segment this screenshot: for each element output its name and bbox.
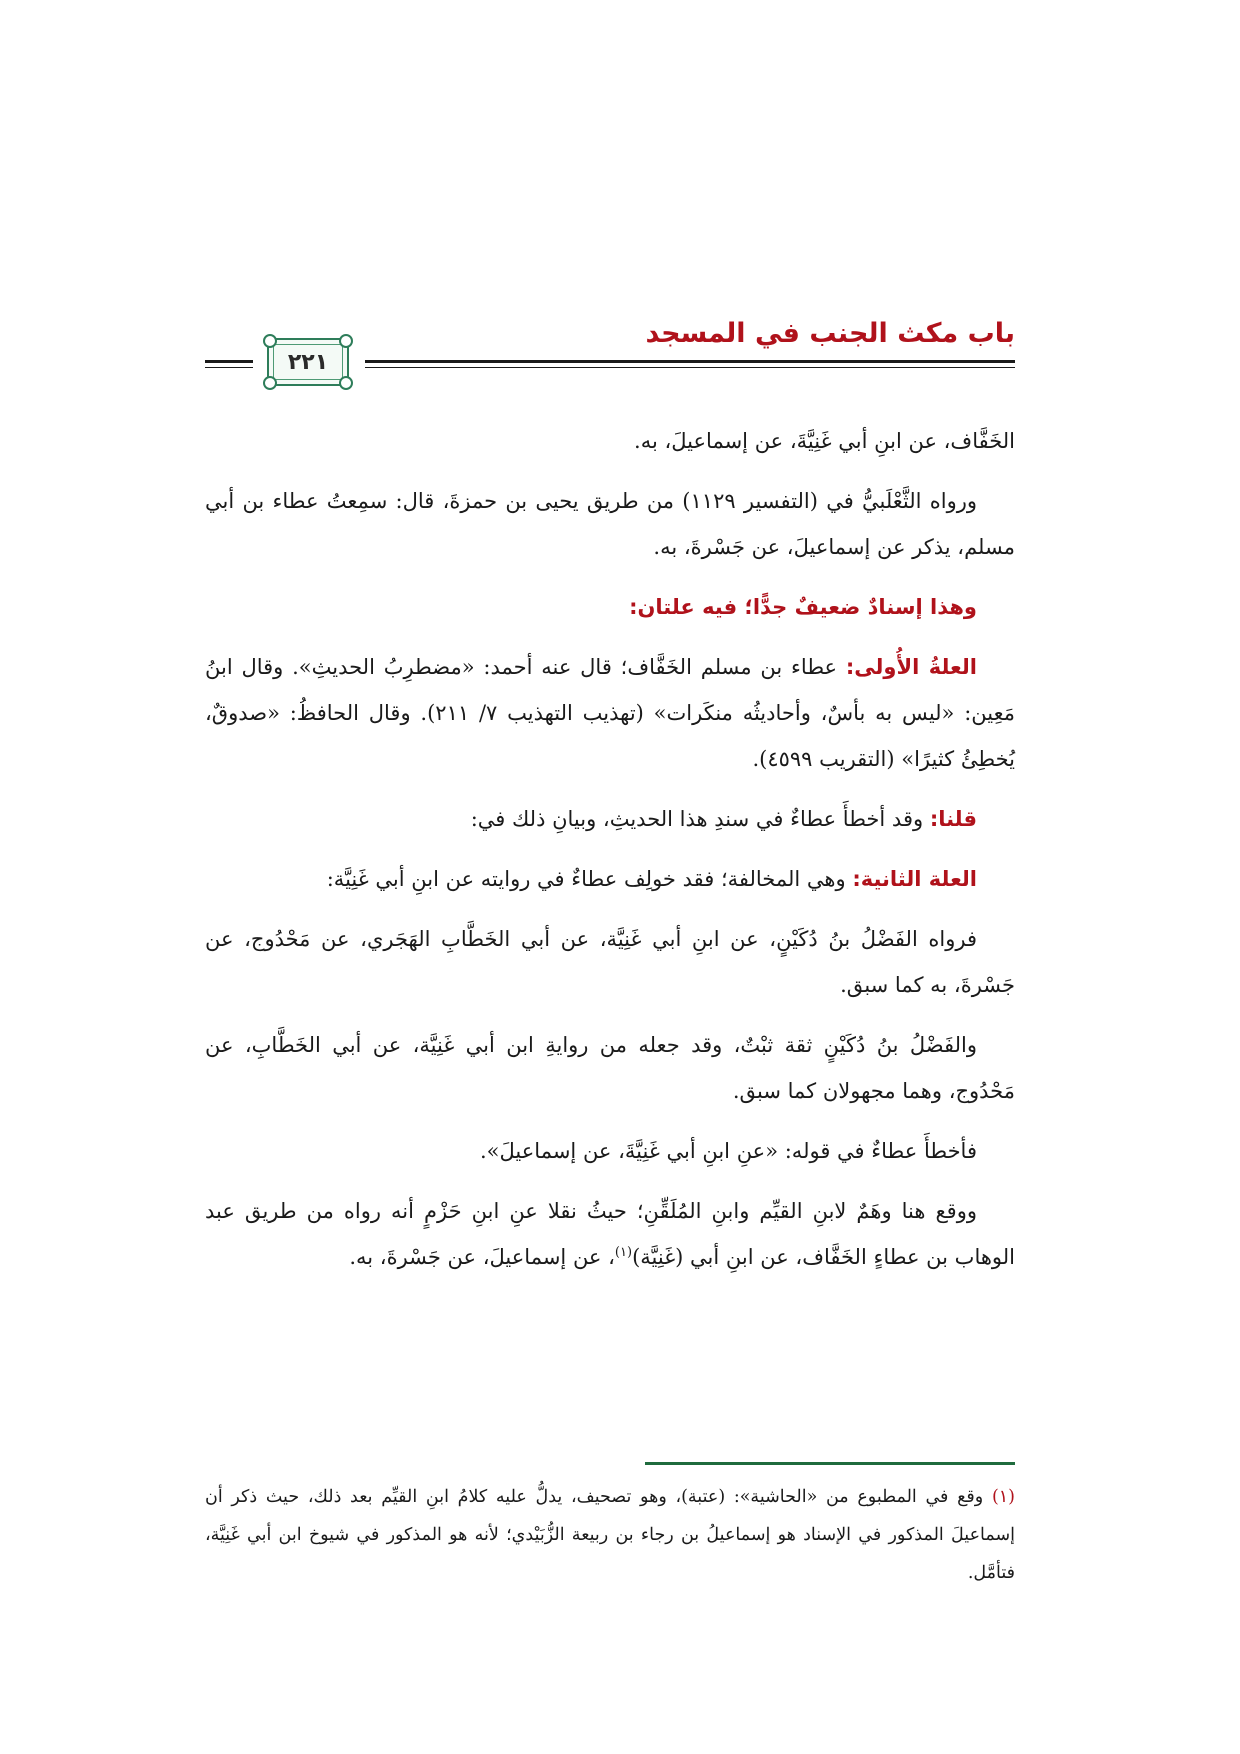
chapter-title: باب مكث الجنب في المسجد: [645, 318, 1015, 349]
footnote: [205, 1478, 1015, 1592]
paragraph: الخَفَّاف، عن ابنِ أبي غَنِيَّةَ، عن إسماعيلَ، به.: [634, 429, 1015, 453]
page-number: ٢٢١: [287, 349, 329, 375]
paragraph: [205, 796, 1015, 842]
footnote-text: وقع في المطبوع من «الحاشية»: (عتبة)، وهو تصحيف، يدلُّ عليه كلامُ ابنِ القيِّم بعد ذلك، حيث ذكر أن إسماعيلَ المذكور في الإسناد هو إسماعيلُ بن رجاء بن ربيعة الزُّبَيْدي؛ لأنه هو المذكور في شيوخ ابن أبي غَنِيَّة، فتأمَّل.: [205, 1487, 1015, 1583]
footnotes: [205, 1478, 1015, 1592]
paragraph: ورواه الثَّعْلَبيُّ في (التفسير ١١٢٩) من طريق يحيى بن حمزةَ، قال: سمِعتُ عطاء بن أبي مسلم، يذكر عن إسماعيلَ، عن جَسْرةَ، به.: [205, 489, 1015, 559]
paragraph-text: وهي المخالفة؛ فقد خولِف عطاءٌ في روايته عن ابنِ أبي غَنِيَّة:: [326, 867, 853, 891]
ornament-corner: [339, 376, 353, 390]
footnote-number: (١): [991, 1487, 1015, 1507]
section-heading: وهذا إسنادٌ ضعيفٌ جدًّا؛ فيه علتان:: [629, 595, 977, 619]
footnote-separator: [645, 1462, 1015, 1465]
header-rule-left-top: [205, 360, 253, 363]
ornament-corner: [263, 334, 277, 348]
paragraph: فأخطأَ عطاءٌ في قوله: «عنِ ابنِ أبي غَنِيَّةَ، عن إسماعيلَ».: [480, 1139, 977, 1163]
paragraph-text: وقد أخطأَ عطاءٌ في سندِ هذا الحديثِ، وبيانِ ذلك في:: [470, 807, 930, 831]
paragraph: [205, 644, 1015, 782]
paragraph-text: عطاء بن مسلم الخَفَّاف؛ قال عنه أحمد: «مضطرِبُ الحديثِ». وقال ابنُ مَعِين: «ليس به بأسٌ، وأحاديثُه منكَرات» (تهذيب التهذيب ٧/ ٢١١). وقال الحافظُ: «صدوقٌ، يُخطِئُ كثيرًا» (التقريب ٤٥٩٩).: [205, 655, 1015, 771]
main-text: [205, 418, 1015, 1294]
header-rule-top: [365, 360, 1015, 363]
ornament-corner: [339, 334, 353, 348]
paragraph: [205, 856, 1015, 902]
paragraph: والفَضْلُ بنُ دُكَيْنٍ ثقة ثبْتٌ، وقد جعله من روايةِ ابن أبي غَنِيَّة، عن أبي الخَطَّابِ، عن مَحْدُوج، وهما مجهولان كما سبق.: [205, 1033, 1015, 1103]
ornament-corner: [263, 376, 277, 390]
header-rule-bottom: [365, 367, 1015, 368]
page-header: [205, 318, 1015, 388]
paragraph-label: قلنا:: [929, 807, 977, 831]
paragraph-label: العلةُ الأُولى:: [845, 655, 977, 679]
paragraph-label: العلة الثانية:: [852, 867, 977, 891]
page-number-badge: [267, 338, 349, 386]
header-rule-left-bottom: [205, 367, 253, 368]
paragraph: [205, 1188, 1015, 1280]
footnote-reference[interactable]: (١): [614, 1245, 633, 1260]
paragraph-text: ، عن إسماعيلَ، عن جَسْرةَ، به.: [349, 1245, 615, 1269]
paragraph-text: ووقع هنا وهَمٌ لابنِ القيِّم وابنِ المُلَقِّنِ؛ حيثُ نقلا عنِ ابنِ حَزْمٍ أنه رواه من طريق عبد الوهاب بن عطاءٍ الخَفَّاف، عن ابنِ أبي (غَنِيَّة): [205, 1199, 1015, 1269]
paragraph: فرواه الفَضْلُ بنُ دُكَيْنٍ، عن ابنِ أبي غَنِيَّة، عن أبي الخَطَّابِ الهَجَري، عن مَحْدُوج، عن جَسْرةَ، به كما سبق.: [205, 927, 1015, 997]
